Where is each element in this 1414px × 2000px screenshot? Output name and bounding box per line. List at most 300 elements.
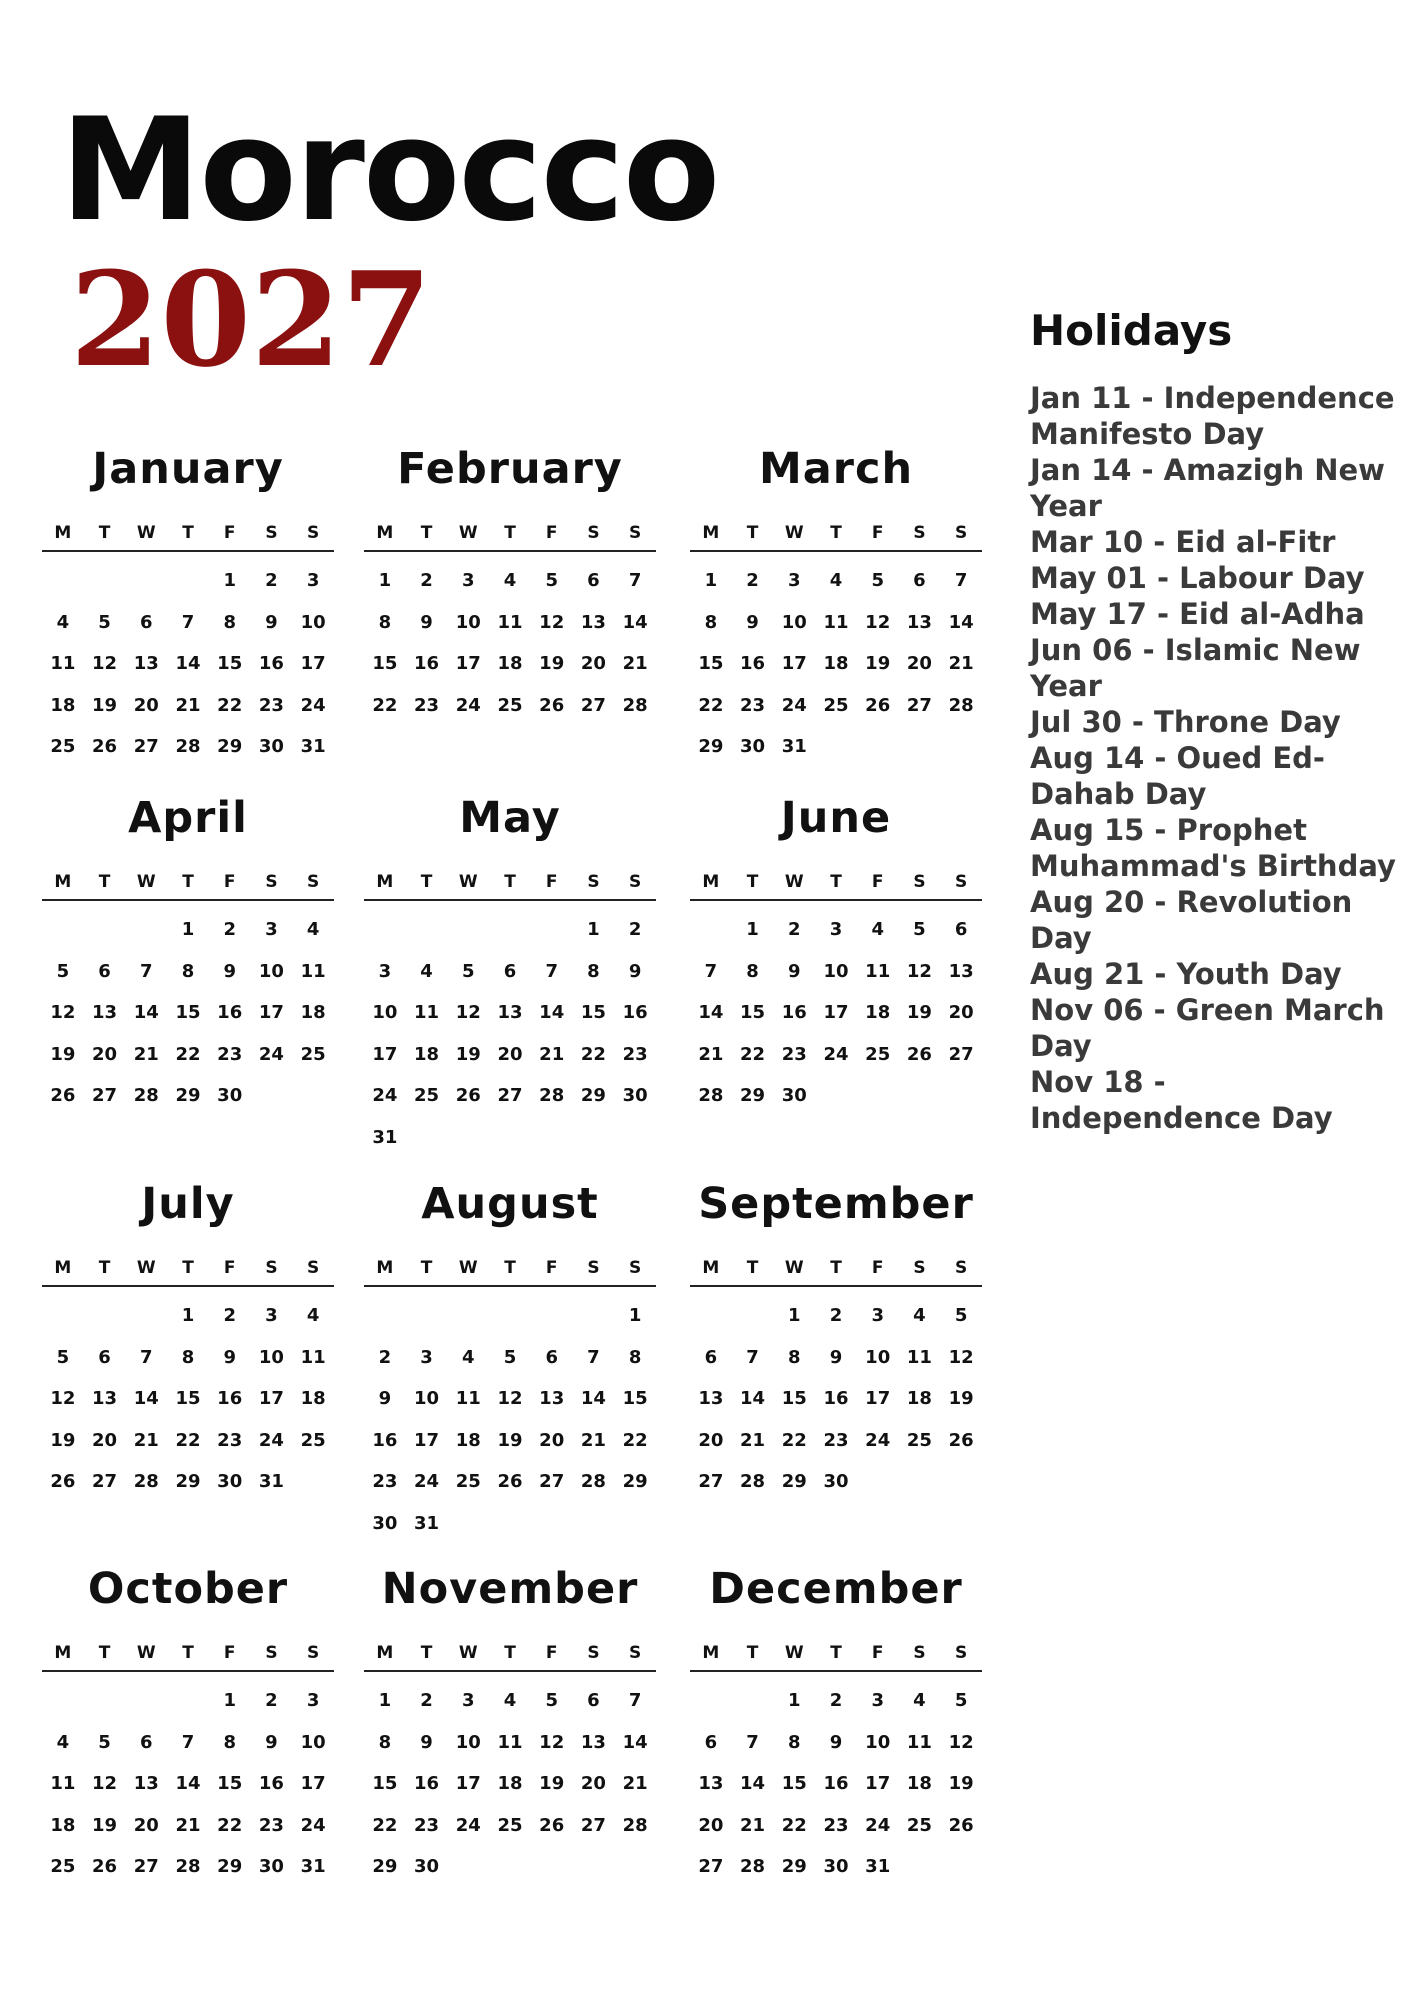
weekday-label: M — [54, 1643, 72, 1663]
weekday-label: T — [98, 872, 111, 892]
day-cell: 8 — [223, 1731, 236, 1753]
weekday-label: F — [223, 872, 236, 892]
day-cell: 19 — [539, 1773, 565, 1795]
day-cell: 14 — [580, 1388, 606, 1410]
month-name: July — [141, 1179, 235, 1229]
day-cell: 7 — [628, 1690, 642, 1712]
day-cell: 18 — [50, 694, 76, 716]
day-cell: 1 — [788, 1690, 801, 1712]
day-cell: 28 — [740, 1471, 766, 1493]
holiday-item: Jul 30 - Throne Day — [1030, 705, 1341, 739]
day-cell: 29 — [781, 1856, 807, 1878]
day-cell: 7 — [704, 960, 718, 982]
day-cell: 16 — [622, 1002, 648, 1024]
weekday-label: T — [830, 523, 842, 543]
empty-cell — [125, 1295, 167, 1337]
day-cell: 30 — [258, 736, 284, 758]
day-cell: 16 — [414, 1773, 440, 1795]
day-cell: 14 — [622, 1731, 648, 1753]
day-grid — [690, 1287, 982, 1503]
day-cell: 6 — [913, 570, 926, 592]
month-november — [364, 1564, 656, 1888]
holiday-item: Nov 06 - Green March Day — [1030, 993, 1385, 1063]
day-cell: 21 — [133, 1043, 159, 1065]
day-cell: 24 — [455, 694, 481, 716]
day-cell: 28 — [175, 736, 201, 758]
day-cell: 20 — [698, 1814, 724, 1836]
day-cell: 27 — [92, 1085, 118, 1107]
day-cell: 10 — [258, 1346, 284, 1368]
day-cell: 3 — [378, 960, 392, 982]
day-cell: 17 — [372, 1043, 398, 1065]
day-cell: 8 — [788, 1346, 801, 1368]
day-cell: 31 — [372, 1126, 398, 1148]
day-grid — [364, 1672, 656, 1888]
weekday-header — [42, 1636, 334, 1672]
day-cell: 24 — [300, 694, 326, 716]
day-cell: 24 — [258, 1429, 284, 1451]
day-cell: 23 — [823, 1429, 849, 1451]
day-cell: 26 — [50, 1085, 76, 1107]
day-cell: 5 — [56, 960, 70, 982]
empty-cell — [489, 909, 531, 951]
day-cell: 2 — [265, 1690, 278, 1712]
day-cell: 1 — [181, 919, 195, 941]
day-cell: 5 — [954, 1305, 968, 1327]
day-cell: 23 — [372, 1471, 398, 1493]
empty-cell — [42, 560, 84, 602]
holiday-item: Nov 18 - Independence Day — [1030, 1065, 1333, 1135]
day-cell: 8 — [223, 611, 236, 633]
weekday-label: S — [629, 1258, 642, 1278]
weekday-label: T — [420, 1643, 433, 1663]
day-cell: 13 — [133, 1773, 159, 1795]
day-cell: 27 — [539, 1471, 565, 1493]
day-cell: 27 — [92, 1471, 118, 1493]
weekday-label: T — [420, 523, 433, 543]
day-cell: 23 — [740, 694, 766, 716]
day-cell: 12 — [50, 1388, 76, 1410]
day-cell: 4 — [420, 960, 433, 982]
day-cell: 3 — [265, 919, 278, 941]
weekday-label: W — [458, 523, 478, 543]
day-cell: 30 — [823, 1471, 849, 1493]
day-cell: 14 — [948, 611, 974, 633]
day-cell: 12 — [865, 611, 891, 633]
day-cell: 16 — [372, 1429, 398, 1451]
day-cell: 1 — [223, 570, 236, 592]
day-cell: 19 — [50, 1043, 76, 1065]
day-cell: 12 — [948, 1731, 974, 1753]
day-cell: 3 — [306, 570, 320, 592]
day-grid — [42, 1287, 334, 1503]
day-cell: 15 — [175, 1388, 201, 1410]
weekday-label: M — [376, 1643, 394, 1663]
day-cell: 23 — [258, 694, 284, 716]
day-cell: 22 — [740, 1043, 766, 1065]
day-cell: 31 — [300, 736, 326, 758]
day-cell: 8 — [181, 960, 195, 982]
day-cell: 19 — [906, 1002, 932, 1024]
weekday-label: T — [504, 523, 516, 543]
day-cell: 27 — [580, 1814, 606, 1836]
day-cell: 9 — [628, 960, 642, 982]
day-cell: 19 — [539, 653, 565, 675]
day-cell: 20 — [906, 653, 932, 675]
day-cell: 22 — [622, 1429, 648, 1451]
month-name: March — [758, 444, 914, 494]
day-cell: 26 — [50, 1471, 76, 1493]
weekday-label: S — [265, 1258, 278, 1278]
weekday-label: W — [784, 1258, 804, 1278]
day-cell: 4 — [871, 919, 884, 941]
weekday-label: F — [223, 1258, 236, 1278]
month-march — [690, 444, 982, 768]
day-cell: 29 — [217, 1856, 243, 1878]
day-cell: 30 — [217, 1471, 243, 1493]
day-cell: 7 — [628, 570, 642, 592]
day-cell: 16 — [217, 1002, 243, 1024]
weekday-label: W — [458, 1258, 478, 1278]
weekday-label: T — [504, 1258, 516, 1278]
weekday-label: M — [376, 872, 394, 892]
day-cell: 28 — [622, 1814, 648, 1836]
day-cell: 10 — [865, 1731, 891, 1753]
day-cell: 11 — [906, 1731, 932, 1753]
day-cell: 27 — [698, 1471, 724, 1493]
month-october — [42, 1564, 334, 1888]
day-cell: 10 — [300, 1731, 326, 1753]
weekday-header — [42, 516, 334, 552]
day-cell: 10 — [781, 611, 807, 633]
weekday-label: W — [458, 872, 478, 892]
empty-cell — [125, 1680, 167, 1722]
day-cell: 6 — [98, 1346, 111, 1368]
day-cell: 23 — [414, 694, 440, 716]
day-cell: 11 — [50, 653, 76, 675]
holidays-title: Holidays — [1030, 306, 1233, 355]
day-cell: 25 — [906, 1429, 932, 1451]
weekday-label: S — [587, 523, 600, 543]
day-cell: 5 — [462, 960, 475, 982]
day-cell: 25 — [906, 1814, 932, 1836]
day-cell: 14 — [740, 1388, 766, 1410]
day-cell: 18 — [497, 1773, 523, 1795]
weekday-label: S — [629, 1643, 642, 1663]
day-cell: 29 — [781, 1471, 807, 1493]
day-cell: 20 — [539, 1429, 565, 1451]
weekday-label: S — [913, 1258, 926, 1278]
holiday-item: Jan 11 - Independence Manifesto Day — [1030, 381, 1395, 451]
day-cell: 16 — [781, 1002, 807, 1024]
day-cell: 29 — [580, 1085, 606, 1107]
empty-cell — [84, 1680, 126, 1722]
weekday-label: S — [307, 523, 320, 543]
day-cell: 22 — [580, 1043, 606, 1065]
day-cell: 15 — [217, 1773, 243, 1795]
holiday-item: May 01 - Labour Day — [1030, 561, 1365, 595]
day-cell: 14 — [740, 1773, 766, 1795]
day-cell: 11 — [300, 1346, 326, 1368]
day-grid — [42, 552, 334, 768]
day-cell: 14 — [175, 653, 201, 675]
day-cell: 2 — [746, 570, 759, 592]
day-cell: 28 — [539, 1085, 565, 1107]
day-cell: 20 — [133, 694, 159, 716]
day-cell: 10 — [865, 1346, 891, 1368]
day-cell: 1 — [223, 1690, 236, 1712]
day-cell: 14 — [175, 1773, 201, 1795]
weekday-label: S — [265, 1643, 278, 1663]
day-cell: 11 — [50, 1773, 76, 1795]
month-april — [42, 793, 334, 1117]
day-cell: 31 — [300, 1856, 326, 1878]
weekday-label: T — [746, 523, 759, 543]
day-cell: 21 — [175, 694, 201, 716]
empty-cell — [42, 1295, 84, 1337]
day-cell: 18 — [497, 653, 523, 675]
weekday-label: F — [545, 1258, 558, 1278]
day-cell: 24 — [865, 1429, 891, 1451]
weekday-label: T — [504, 872, 516, 892]
day-cell: 7 — [545, 960, 558, 982]
month-name: April — [128, 793, 248, 843]
day-cell: 5 — [871, 570, 884, 592]
day-cell: 25 — [865, 1043, 891, 1065]
weekday-label: T — [182, 1643, 194, 1663]
day-cell: 20 — [133, 1814, 159, 1836]
day-cell: 9 — [829, 1346, 843, 1368]
day-cell: 12 — [92, 1773, 118, 1795]
day-cell: 1 — [628, 1305, 642, 1327]
holiday-item: May 17 - Eid al-Adha — [1030, 597, 1365, 631]
holiday-item: Jun 06 - Islamic New Year — [1030, 633, 1361, 703]
day-cell: 4 — [306, 919, 320, 941]
day-cell: 19 — [50, 1429, 76, 1451]
day-cell: 14 — [698, 1002, 724, 1024]
empty-cell — [531, 1295, 573, 1337]
day-cell: 16 — [258, 1773, 284, 1795]
weekday-label: M — [376, 523, 394, 543]
day-cell: 2 — [628, 919, 642, 941]
day-cell: 3 — [420, 1346, 433, 1368]
weekday-label: S — [955, 523, 968, 543]
day-cell: 1 — [704, 570, 718, 592]
month-name: January — [92, 444, 284, 494]
empty-cell — [84, 909, 126, 951]
day-cell: 7 — [181, 611, 195, 633]
day-cell: 21 — [580, 1429, 606, 1451]
day-cell: 23 — [258, 1814, 284, 1836]
weekday-label: S — [587, 1643, 600, 1663]
day-cell: 8 — [587, 960, 600, 982]
day-cell: 25 — [497, 694, 523, 716]
day-cell: 9 — [265, 611, 278, 633]
day-cell: 30 — [823, 1856, 849, 1878]
weekday-label: M — [702, 872, 720, 892]
weekday-label: F — [545, 1643, 558, 1663]
day-cell: 29 — [217, 736, 243, 758]
day-cell: 12 — [948, 1346, 974, 1368]
day-cell: 9 — [746, 611, 759, 633]
day-cell: 11 — [865, 960, 891, 982]
day-cell: 15 — [175, 1002, 201, 1024]
day-cell: 4 — [462, 1346, 475, 1368]
day-cell: 14 — [539, 1002, 565, 1024]
day-grid — [690, 552, 982, 768]
day-cell: 30 — [372, 1512, 398, 1534]
weekday-label: S — [587, 872, 600, 892]
day-cell: 6 — [954, 919, 968, 941]
day-cell: 14 — [133, 1388, 159, 1410]
day-cell: 19 — [92, 1814, 118, 1836]
day-cell: 23 — [217, 1429, 243, 1451]
weekday-label: S — [307, 1258, 320, 1278]
weekday-label: F — [871, 1258, 884, 1278]
day-cell: 15 — [698, 653, 724, 675]
day-cell: 4 — [503, 570, 517, 592]
day-cell: 23 — [781, 1043, 807, 1065]
holidays-panel — [1030, 306, 1400, 1136]
day-cell: 6 — [704, 1346, 718, 1368]
day-cell: 1 — [181, 1305, 195, 1327]
day-cell: 26 — [539, 1814, 565, 1836]
day-cell: 2 — [420, 1690, 433, 1712]
day-cell: 6 — [140, 1731, 153, 1753]
day-cell: 26 — [497, 1471, 523, 1493]
day-cell: 30 — [740, 736, 766, 758]
day-cell: 7 — [181, 1731, 195, 1753]
day-cell: 1 — [788, 1305, 801, 1327]
day-cell: 28 — [948, 694, 974, 716]
day-grid — [42, 1672, 334, 1888]
day-cell: 20 — [698, 1429, 724, 1451]
weekday-header — [42, 865, 334, 901]
weekday-label: T — [420, 872, 433, 892]
weekday-label: S — [265, 523, 278, 543]
day-cell: 1 — [746, 919, 759, 941]
day-cell: 4 — [56, 1731, 70, 1753]
day-cell: 25 — [50, 1856, 76, 1878]
day-cell: 10 — [372, 1002, 398, 1024]
weekday-label: S — [265, 872, 278, 892]
day-cell: 18 — [906, 1388, 932, 1410]
empty-cell — [125, 909, 167, 951]
day-cell: 26 — [92, 1856, 118, 1878]
weekday-label: S — [307, 1643, 320, 1663]
day-cell: 29 — [740, 1085, 766, 1107]
weekday-label: F — [223, 1643, 236, 1663]
day-cell: 22 — [175, 1429, 201, 1451]
day-cell: 4 — [913, 1305, 926, 1327]
weekday-label: S — [955, 1258, 968, 1278]
day-cell: 17 — [455, 653, 481, 675]
day-cell: 17 — [414, 1429, 440, 1451]
day-cell: 18 — [300, 1002, 326, 1024]
weekday-label: M — [54, 1258, 72, 1278]
day-cell: 19 — [455, 1043, 481, 1065]
month-name: October — [87, 1564, 289, 1614]
month-name: August — [421, 1179, 599, 1229]
day-grid — [364, 1287, 656, 1544]
day-cell: 30 — [217, 1085, 243, 1107]
day-cell: 2 — [829, 1690, 843, 1712]
day-cell: 30 — [258, 1856, 284, 1878]
day-cell: 22 — [175, 1043, 201, 1065]
day-cell: 11 — [414, 1002, 440, 1024]
day-cell: 1 — [378, 570, 392, 592]
month-september — [690, 1179, 982, 1503]
empty-cell — [42, 1680, 84, 1722]
weekday-label: W — [136, 523, 156, 543]
weekday-label: S — [913, 1643, 926, 1663]
day-cell: 4 — [503, 1690, 517, 1712]
day-cell: 10 — [258, 960, 284, 982]
day-cell: 22 — [372, 1814, 398, 1836]
day-cell: 13 — [580, 611, 606, 633]
weekday-label: M — [702, 1258, 720, 1278]
weekday-header — [364, 516, 656, 552]
empty-cell — [690, 1295, 732, 1337]
day-cell: 28 — [622, 694, 648, 716]
weekday-label: F — [871, 1643, 884, 1663]
day-cell: 24 — [865, 1814, 891, 1836]
day-cell: 26 — [906, 1043, 932, 1065]
day-cell: 21 — [698, 1043, 724, 1065]
day-cell: 2 — [223, 1305, 236, 1327]
day-cell: 23 — [217, 1043, 243, 1065]
holiday-item: Aug 14 - Oued Ed-Dahab Day — [1030, 741, 1325, 811]
day-cell: 4 — [306, 1305, 320, 1327]
day-cell: 17 — [258, 1002, 284, 1024]
day-cell: 22 — [698, 694, 724, 716]
day-cell: 24 — [823, 1043, 849, 1065]
weekday-label: T — [182, 523, 194, 543]
day-cell: 13 — [698, 1773, 724, 1795]
day-cell: 9 — [829, 1731, 843, 1753]
day-cell: 25 — [414, 1085, 440, 1107]
day-cell: 16 — [740, 653, 766, 675]
day-cell: 12 — [539, 1731, 565, 1753]
day-cell: 27 — [698, 1856, 724, 1878]
day-cell: 8 — [704, 611, 718, 633]
day-grid — [42, 901, 334, 1117]
weekday-header — [364, 1636, 656, 1672]
weekday-label: W — [458, 1643, 478, 1663]
day-cell: 20 — [580, 653, 606, 675]
weekday-label: S — [913, 523, 926, 543]
weekday-label: F — [871, 872, 884, 892]
empty-cell — [447, 909, 489, 951]
day-cell: 5 — [545, 570, 558, 592]
holiday-item: Aug 15 - Prophet Muhammad's Birthday — [1030, 813, 1396, 883]
day-cell: 1 — [587, 919, 600, 941]
day-cell: 2 — [420, 570, 433, 592]
month-february — [364, 444, 656, 726]
day-grid — [364, 552, 656, 726]
weekday-label: F — [871, 523, 884, 543]
day-cell: 12 — [497, 1388, 523, 1410]
day-cell: 6 — [98, 960, 111, 982]
day-cell: 24 — [414, 1471, 440, 1493]
day-cell: 16 — [217, 1388, 243, 1410]
day-cell: 15 — [372, 653, 398, 675]
day-cell: 10 — [823, 960, 849, 982]
day-cell: 21 — [622, 653, 648, 675]
day-cell: 26 — [455, 1085, 481, 1107]
month-name: September — [698, 1179, 974, 1229]
day-cell: 20 — [948, 1002, 974, 1024]
